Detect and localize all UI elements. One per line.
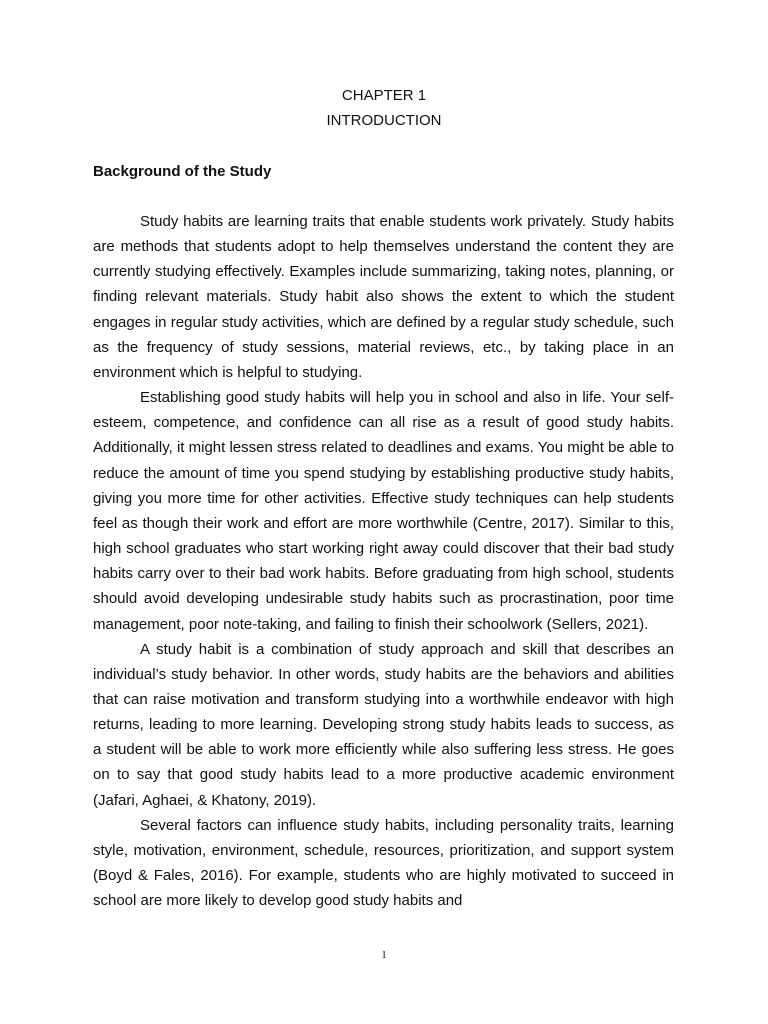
paragraph-influencing-factors: Several factors can influence study habits, including personality traits, learning style, motivation, environment, schedule, resources, prioritization, and support system (Boyd & Fales, 2016). For example, students who are highly motivated to succeed in school are more likely to develop good study habits and xyxy=(93,816,674,910)
paragraph-study-behavior: A study habit is a combination of study approach and skill that describes an individual’s study behavior. In other words, study habits are the behaviors and abilities that can raise motivation and transform studying into a worthwhile endeavor with high returns, leading to more learning. Developing strong study habits leads to success, as a student will be able to work more efficiently while also suffering less stress. He goes on to say that good study habits lead to a more productive academic environment (Jafari, Aghaei, & Khatony, 2019). xyxy=(93,640,674,809)
page-number: 1 xyxy=(381,949,387,961)
body-text xyxy=(93,209,674,913)
paragraph-study-habits-definition: Study habits are learning traits that enable students work privately. Study habits are methods that students adopt to help themselves understand the content they are currently studying effectively. Examples include summarizing, taking notes, planning, or finding relevant materials. Study habit also shows the extent to which the student engages in regular study activities, which are defined by a regular study schedule, such as the frequency of study sessions, material reviews, etc., by taking place in an environment which is helpful to studying. xyxy=(93,213,674,381)
paragraph-benefits: Establishing good study habits will help you in school and also in life. Your self-esteem, competence, and confidence can all rise as a result of good study habits. Additionally, it might lessen stress related to deadlines and exams. You might be able to reduce the amount of time you spend studying by establishing productive study habits, giving you more time for other activities. Effective study techniques can help students feel as though their work and effort are more worthwhile (Centre, 2017). Similar to this, high school graduates who start working right away could discover that their bad study habits carry over to their bad work habits. Before graduating from high school, students should avoid developing undesirable study habits such as procrastination, poor time management, poor note-taking, and failing to finish their schoolwork (Sellers, 2021). xyxy=(93,389,674,633)
chapter-number: CHAPTER 1 xyxy=(341,87,427,104)
chapter-title: INTRODUCTION xyxy=(326,112,442,129)
section-heading: Background of the Study xyxy=(93,163,272,180)
